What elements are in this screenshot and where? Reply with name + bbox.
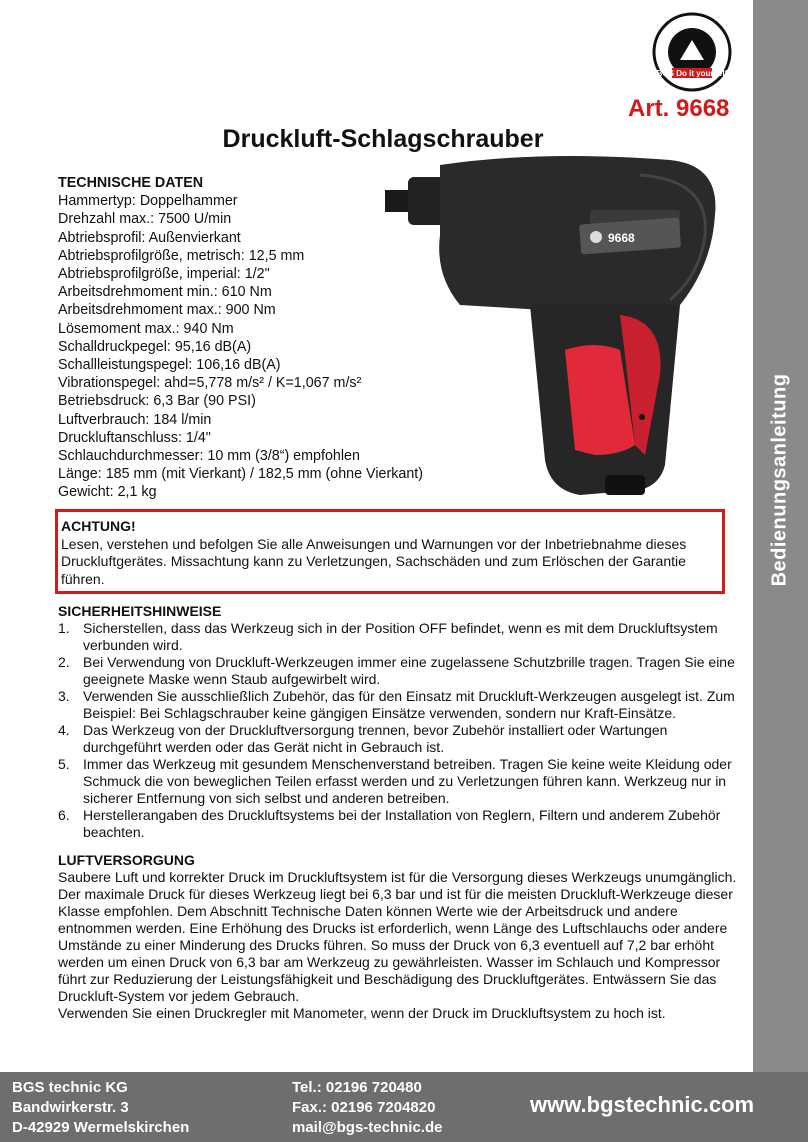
footer xyxy=(0,1072,808,1142)
tech-line: Schalldruckpegel: 95,16 dB(A) xyxy=(58,338,252,355)
fax: Fax.: 02196 7204820 xyxy=(292,1099,436,1116)
item-text: Das Werkzeug von der Druckluftversorgung trennen, bevor Zubehör installiert oder Wartungen durchgeführt werden oder das Gerät nicht in Gebrauch ist. xyxy=(83,722,668,755)
item-number: 1. xyxy=(58,620,70,636)
article-number: Art. 9668 xyxy=(628,95,730,122)
company-name: BGS technic KG xyxy=(12,1079,128,1096)
tech-line: Betriebsdruck: 6,3 Bar (90 PSI) xyxy=(58,393,256,410)
item-text: Bei Verwendung von Druckluft-Werkzeugen immer eine zugelassene Schutzbrille tragen. Tragen Sie eine geeignete Maske wenn Staub aufgewirbelt wird. xyxy=(83,654,735,687)
item-number: 3. xyxy=(58,688,70,704)
item-number: 6. xyxy=(58,807,70,823)
tech-line: Hammertyp: Doppelhammer xyxy=(58,193,238,210)
website-link[interactable]: www.bgstechnic.com xyxy=(530,1092,755,1117)
impact-wrench-image xyxy=(380,155,725,505)
tech-line: Luftverbrauch: 184 l/min xyxy=(58,411,212,428)
phone: Tel.: 02196 720480 xyxy=(292,1079,422,1096)
logo-text: BGS Do it yourself xyxy=(656,69,728,78)
tech-line: Druckluftanschluss: 1/4" xyxy=(58,429,211,446)
footer-contact xyxy=(292,1078,443,1138)
tech-line: Abtriebsprofilgröße, imperial: 1/2" xyxy=(58,266,270,283)
bgs-logo xyxy=(650,10,735,95)
warning-heading: ACHTUNG! xyxy=(61,518,136,534)
list-item xyxy=(58,756,748,807)
air-supply-section xyxy=(58,852,748,1022)
tech-line: Arbeitsdrehmoment min.: 610 Nm xyxy=(58,284,272,301)
footer-address xyxy=(12,1078,189,1138)
tech-line: Arbeitsdrehmoment max.: 900 Nm xyxy=(58,302,276,319)
list-item xyxy=(58,807,748,841)
tech-line: Abtriebsprofil: Außenvierkant xyxy=(58,229,241,246)
item-number: 2. xyxy=(58,654,70,670)
technical-data xyxy=(58,174,423,502)
warning-text: Lesen, verstehen und befolgen Sie alle Anweisungen und Warnungen vor der Inbetriebnahme dieses Druckluftgerätes. Missachtung kann zu Verletzungen, Sachschäden und zum Erlöschen der Garantie führen. xyxy=(61,535,687,587)
item-text: Sicherstellen, dass das Werkzeug sich in der Position OFF befindet, wenn es mit dem Druckluftsystem verbunden wird. xyxy=(83,620,718,653)
product-label: 9668 xyxy=(608,231,635,245)
city: D-42929 Wermelskirchen xyxy=(12,1119,190,1136)
list-item xyxy=(58,620,748,654)
air-supply-text: Saubere Luft und korrekter Druck im Druckluftsystem ist für die Versorgung dieses Werkzeugs unumgänglich. Der maximale Druck für dieses Werkzeug liegt bei 6,3 bar und ist für die meisten Druckluft-Werkzeuge dieser Klasse empfohlen. Dem Abschnitt Technische Daten können Werte wie der Arbeitsdruck und andere entnommen werden. Eine Erhöhung des Drucks ist erforderlich, wenn Länge des Luftschlauchs oder andere Umstände zu einer Minderung des Drucks führen. So muss der Druck von 6,3 eventuell auf 7,2 bar erhöht werden um einen Druck von 6,3 bar am Werkzeug zu gewährleisten. Wasser im Schlauch und Kompressor führt zur Reduzierung der Leistungsfähigkeit und Beschädigung des Druckluftgerätes. Entwässern Sie das Druckluft-System vor jedem Gebrauch. xyxy=(58,869,737,1004)
tech-line: Vibrationspegel: ahd=5,778 m/s² / K=1,067 m/s² xyxy=(58,375,362,392)
air-supply-heading: LUFTVERSORGUNG xyxy=(58,852,195,868)
tech-line: Länge: 185 mm (mit Vierkant) / 182,5 mm (ohne Vierkant) xyxy=(58,466,424,483)
tech-line: Gewicht: 2,1 kg xyxy=(58,484,157,501)
side-label: Bedienungsanleitung xyxy=(768,373,791,587)
street: Bandwirkerstr. 3 xyxy=(12,1099,129,1116)
tech-line: Drehzahl max.: 7500 U/min xyxy=(58,211,232,228)
safety-heading: SICHERHEITSHINWEISE xyxy=(58,603,222,619)
item-text: Immer das Werkzeug mit gesundem Menschenverstand betreiben. Tragen Sie keine weite Kleidung oder Schmuck die von beweglichen Teilen erfasst werden und zu Verletzungen führen kann. Werkzeug nur in sicherer Entfernung von sich selbst und anderen betreiben. xyxy=(83,756,732,806)
tech-line: Schallleistungspegel: 106,16 dB(A) xyxy=(58,357,281,374)
item-text: Verwenden Sie ausschließlich Zubehör, das für den Einsatz mit Druckluft-Werkzeugen ausgelegt ist. Zum Beispiel: Bei Schlagschrauber keine gängigen Einsätze verwenden, sondern nur Kraft-Einsätze. xyxy=(83,688,735,721)
warning-box xyxy=(55,509,725,594)
list-item xyxy=(58,654,748,688)
safety-section xyxy=(58,603,748,841)
technical-heading: TECHNISCHE DATEN xyxy=(58,175,204,191)
air-supply-text-2: Verwenden Sie einen Druckregler mit Manometer, wenn der Druck im Druckluftsystem zu hoch ist. xyxy=(58,1005,666,1021)
tech-line: Lösemoment max.: 940 Nm xyxy=(58,320,234,337)
page-title: Druckluft-Schlagschrauber xyxy=(222,125,544,153)
email-link[interactable]: mail@bgs-technic.de xyxy=(292,1119,443,1136)
tech-line: Abtriebsprofilgröße, metrisch: 12,5 mm xyxy=(58,247,305,264)
tech-line: Schlauchdurchmesser: 10 mm (3/8“) empfohlen xyxy=(58,448,360,465)
item-text: Herstellerangaben des Druckluftsystems bei der Installation von Reglern, Filtern und anderem Zubehör beachten. xyxy=(83,807,721,840)
item-number: 5. xyxy=(58,756,70,772)
list-item xyxy=(58,688,748,722)
list-item xyxy=(58,722,748,756)
item-number: 4. xyxy=(58,722,70,738)
